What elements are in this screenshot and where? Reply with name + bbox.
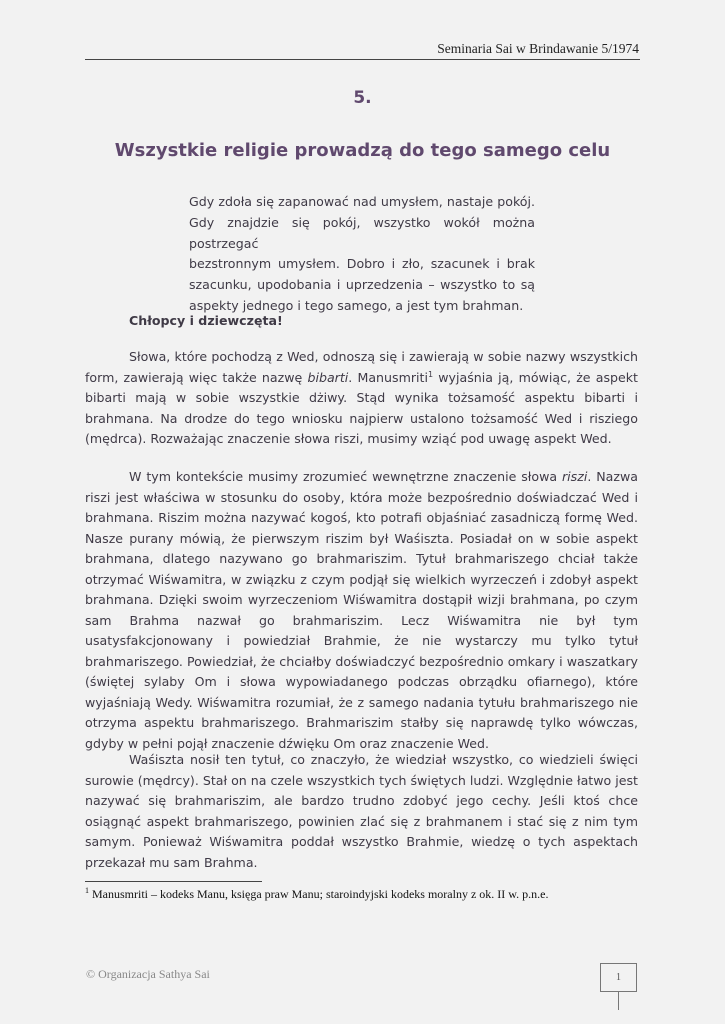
page-number-tick: [618, 992, 619, 1010]
paragraph-text: W tym kontekście musimy zrozumieć wewnętrzne znaczenie słowa: [129, 469, 562, 484]
footnote-divider: [85, 881, 262, 882]
motto-block: [189, 192, 535, 317]
italic-term: bibarti: [307, 369, 349, 385]
footnote-text: Manusmriti – kodeks Manu, księga praw Manu; staroindyjski kodeks moralny z ok. II w. p.n.e.: [89, 887, 549, 901]
running-header: Seminaria Sai w Brindawanie 5/1974: [437, 41, 639, 56]
chapter-number: 5.: [353, 88, 372, 108]
chapter-title: Wszystkie religie prowadzą do tego samego celu: [114, 140, 611, 161]
paragraph-text: . Nazwa riszi jest właściwa w stosunku do osoby, która może bezpośrednio doświadczać Wed i brahmana. Riszim można nazywać kogoś, kto potrafi objaśniać zasadniczą formę Wed. Nasze purany mówią, że pierwszym riszim był Waśiszta. Posiadał on w sobie aspekt brahmana, dlatego nazywano go brahmariszim. Tytuł brahmariszego chciał także otrzymać Wiśwamitra, w związku z czym podjął się wielkich wyrzeczeń i zdobył aspekt brahmana. Dzięki swoim wyrzeczeniom Wiśwamitra dostąpił wizji brahmana, po czym sam Brahma nazwał go brahmariszim. Lecz Wiśwamitra nie był tym usatysfakcjonowany i powiedział Brahmie, że nie wystarczy mu tylko tytuł brahmariszego. Powiedział, że chciałby doświadczyć bezpośrednio omkary i waszatkary (świętej sylaby Om i słowa wypowiadanego podczas obrządku ofiarnego), które wyjaśniają Wedy. Wiśwamitra rozumiał, że z samego nadania tytułu brahmariszego nie otrzyma aspektu brahmariszego. Brahmariszim stałby się naprawdę tylko wówczas, gdyby w pełni pojął znaczenie dźwięku Om oraz znaczenie Wed.: [85, 469, 639, 751]
motto-line: bezstronnym umysłem. Dobro i zło, szacunek i brak: [189, 256, 535, 272]
page-number-box: [600, 963, 637, 992]
paragraph-text: Słowa, które pochodzą z Wed, odnoszą się i zawierają w sobie nazwy wszystkich form, zawierają więc także nazwę: [85, 349, 638, 385]
motto-line: szacunku, upodobania i uprzedzenia – wszystko to są: [189, 277, 535, 293]
motto-line: Gdy znajdzie się pokój, wszystko wokół można postrzegać: [189, 214, 535, 251]
italic-term: riszi: [561, 469, 588, 484]
motto-line: aspekty jednego i tego samego, a jest tym brahman.: [189, 297, 524, 313]
paragraph-1: [85, 347, 638, 450]
paragraph-3: [85, 750, 638, 873]
copyright-notice: © Organizacja Sathya Sai: [86, 967, 210, 981]
footnote: [85, 887, 548, 902]
footnote-reference[interactable]: 1: [427, 369, 434, 379]
greeting: Chłopcy i dziewczęta!: [129, 313, 283, 328]
paragraph-text: wyjaśnia ją, mówiąc, że aspekt bibarti mają w sobie wszystkie dżiwy. Stąd wynika tożsamość aspektu bibarti i brahmana. Na drodze do tego wniosku najpierw ustalono tożsamość Wed i risziego (mędrca). Rozważając znaczenie słowa riszi, musimy wziąć pod uwagę aspekt Wed.: [85, 369, 638, 446]
page-number: 1: [616, 972, 621, 983]
paragraph-2: [85, 467, 638, 754]
paragraph-text: Waśiszta nosił ten tytuł, co znaczyło, że wiedział wszystko, co wiedzieli święci surowie (mędrcy). Stał on na czele wszystkich tych świętych ludzi. Względnie łatwo jest nazywać się brahmariszim, ale bardzo trudno zdobyć jego cechy. Jeśli ktoś chce osiągnąć aspekt brahmariszego, powinien zlać się z brahmanem i stać się z nim tym samym. Ponieważ Wiśwamitra poddał wszystko Brahmie, wiedzę o tych aspektach przekazał mu sam Brahma.: [85, 752, 638, 870]
header-divider: [85, 59, 640, 60]
motto-line: Gdy zdoła się zapanować nad umysłem, nastaje pokój.: [189, 194, 535, 209]
paragraph-text: . Manusmriti: [348, 369, 428, 385]
footnote-marker: 1: [85, 886, 89, 895]
